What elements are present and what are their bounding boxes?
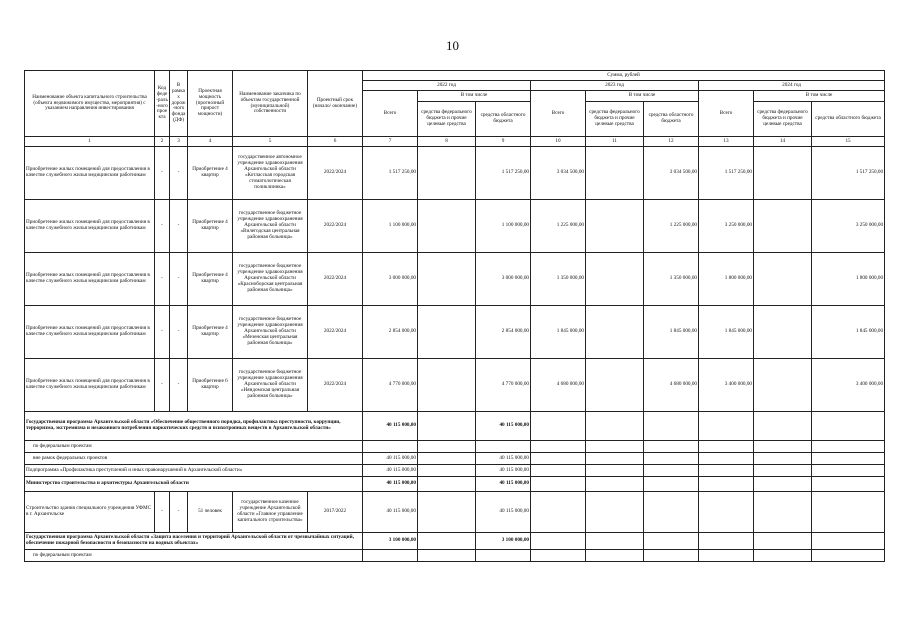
amount-v11 [586,550,644,562]
table-row [25,306,885,359]
amount-v9: 40 115 000,00 [476,492,531,533]
federal-project-code: - [155,492,170,533]
column-numbers-row [25,137,885,147]
amount-v12 [644,453,699,465]
road-fund: - [170,492,188,533]
amount-v10 [531,412,586,441]
amount-v9: 40 115 000,00 [476,477,531,492]
amount-v8 [418,359,476,412]
header-total-2023: Всего [531,91,586,137]
column-number: 9 [476,137,531,147]
amount-v11 [586,492,644,533]
column-number: 3 [170,137,188,147]
amount-v14 [754,147,812,200]
column-number: 12 [644,137,699,147]
amount-v7: 3 000 000,00 [363,253,418,306]
amount-v7: 40 115 000,00 [363,477,418,492]
term: 2022/2024 [308,200,363,253]
amount-v9: 3 100 000,00 [476,533,531,550]
table-row [25,359,885,412]
amount-v12: 1 225 000,00 [644,200,699,253]
term: 2022/2024 [308,147,363,200]
amount-v13: 1 800 000,00 [699,253,754,306]
header-road-fund: В рамках дорож-ного фонда (ДФ) [170,71,188,137]
amount-v13 [699,453,754,465]
table-row [25,412,885,441]
header-in-that-2022: В том числе [418,91,531,102]
amount-v7: 1 517 250,00 [363,147,418,200]
capacity: Приобретение 6 квартир [188,359,233,412]
road-fund: - [170,306,188,359]
amount-v11 [586,465,644,477]
amount-v14 [754,453,812,465]
page-number: 10 [446,38,459,53]
header-regional-2022: средства областного бюджета [476,102,531,137]
capacity: Приобретение 4 квартир [188,306,233,359]
amount-v11 [586,306,644,359]
column-number: 7 [363,137,418,147]
amount-v8 [418,200,476,253]
customer: государственное бюджетное учреждение здравоохранения Архангельской области «Вилегодская центральная районная больница» [233,200,308,253]
table-row [25,550,885,562]
amount-v7: 1 100 000,00 [363,200,418,253]
amount-v8 [418,253,476,306]
amount-v10 [531,453,586,465]
amount-v8 [418,147,476,200]
amount-v12 [644,477,699,492]
amount-v15 [812,441,885,453]
capacity: 51 человек [188,492,233,533]
amount-v11 [586,412,644,441]
amount-v14 [754,477,812,492]
table-row [25,477,885,492]
amount-v8 [418,465,476,477]
amount-v13: 3 400 000,00 [699,359,754,412]
amount-v7: 40 115 000,00 [363,453,418,465]
table-row [25,492,885,533]
object-name: Приобретение жилых помещений для предоставления в качестве служебного жилья медицинским работникам [25,306,155,359]
amount-v15: 1 845 000,00 [812,306,885,359]
header-regional-2024: средства областного бюджета [812,102,885,137]
header-regional-2023: средства областного бюджета [644,102,699,137]
table-body [25,147,885,562]
column-number: 1 [25,137,155,147]
section-name: по федеральным проектам [25,550,363,562]
amount-v13 [699,550,754,562]
amount-v15: 1 800 000,00 [812,253,885,306]
table-row [25,453,885,465]
amount-v13 [699,492,754,533]
road-fund: - [170,253,188,306]
amount-v10 [531,477,586,492]
amount-v9: 40 115 000,00 [476,465,531,477]
amount-v9 [476,441,531,453]
amount-v13: 3 250 000,00 [699,200,754,253]
federal-project-code: - [155,147,170,200]
amount-v14 [754,200,812,253]
amount-v12 [644,465,699,477]
header-in-that-2024: В том числе [754,91,885,102]
amount-v12: 1 350 000,00 [644,253,699,306]
amount-v8 [418,453,476,465]
column-number: 11 [586,137,644,147]
amount-v12: 3 034 500,00 [644,147,699,200]
amount-v12 [644,441,699,453]
column-number: 2 [155,137,170,147]
amount-v8 [418,441,476,453]
header-total-2024: Всего [699,91,754,137]
amount-v14 [754,533,812,550]
amount-v11 [586,253,644,306]
column-number: 8 [418,137,476,147]
header-federal-project-code: Код феде-раль-ного проекта [155,71,170,137]
term: 2017/2022 [308,492,363,533]
header-term: Проектный срок (начало/ окончание) [308,71,363,137]
amount-v11 [586,453,644,465]
section-name: вне рамок федеральных проектов [25,453,363,465]
object-name: Приобретение жилых помещений для предоставления в качестве служебного жилья медицинским работникам [25,200,155,253]
amount-v10: 1 845 000,00 [531,306,586,359]
amount-v8 [418,533,476,550]
header-in-that-2023: В том числе [586,91,699,102]
section-name: Государственная программа Архангельской области «Защита населения и территорий Архангельской области от чрезвычайных ситуаций, обеспечение пожарной безопасности и безопасности на водных объектах» [25,533,363,550]
amount-v7: 2 854 000,00 [363,306,418,359]
amount-v14 [754,492,812,533]
customer: государственное бюджетное учреждение здравоохранения Архангельской области «Няндомская центральная районная больница» [233,359,308,412]
table-row [25,533,885,550]
amount-v10 [531,492,586,533]
amount-v10: 4 680 000,00 [531,359,586,412]
amount-v9 [476,550,531,562]
table-row [25,253,885,306]
amount-v9: 40 115 000,00 [476,412,531,441]
amount-v12 [644,533,699,550]
capacity: Приобретение 4 квартир [188,147,233,200]
road-fund: - [170,359,188,412]
table-row [25,147,885,200]
amount-v9: 1 100 000,00 [476,200,531,253]
column-number: 5 [233,137,308,147]
section-name: Министерство строительства и архитектуры Архангельской области [25,477,363,492]
column-number: 15 [812,137,885,147]
amount-v15 [812,533,885,550]
federal-project-code: - [155,359,170,412]
federal-project-code: - [155,200,170,253]
section-name: по федеральным проектам [25,441,363,453]
amount-v13 [699,441,754,453]
amount-v9: 1 517 250,00 [476,147,531,200]
investment-table [24,70,885,562]
amount-v9: 2 854 000,00 [476,306,531,359]
header-federal-2022: средства федерального бюджета и прочие целевые средства [418,102,476,137]
customer: государственное казенное учреждение Архангельской области «Главное управление капитального строительства» [233,492,308,533]
amount-v10: 3 034 500,00 [531,147,586,200]
amount-v7: 4 770 000,00 [363,359,418,412]
header-federal-2024: средства федерального бюджета и прочие целевые средства [754,102,812,137]
header-year-2024: 2024 год [699,81,885,91]
header-capacity: Проектная мощность (прогнозный прирост мощности) [188,71,233,137]
customer: государственное бюджетное учреждение здравоохранения Архангельской области «Красноборская центральная районная больница» [233,253,308,306]
amount-v12 [644,412,699,441]
amount-v7: 40 115 000,00 [363,492,418,533]
amount-v10: 1 350 000,00 [531,253,586,306]
amount-v12: 4 680 000,00 [644,359,699,412]
amount-v7 [363,550,418,562]
header-year-2022: 2022 год [363,81,531,91]
header-sum: Сумма, рублей [363,71,885,81]
amount-v14 [754,306,812,359]
amount-v13 [699,465,754,477]
object-name: Приобретение жилых помещений для предоставления в качестве служебного жилья медицинским работникам [25,253,155,306]
term: 2022/2024 [308,253,363,306]
amount-v8 [418,550,476,562]
amount-v15 [812,465,885,477]
amount-v10 [531,550,586,562]
amount-v7: 3 100 000,00 [363,533,418,550]
amount-v9: 4 770 000,00 [476,359,531,412]
amount-v15 [812,412,885,441]
amount-v11 [586,147,644,200]
amount-v14 [754,550,812,562]
amount-v13 [699,412,754,441]
amount-v11 [586,200,644,253]
road-fund: - [170,200,188,253]
header-year-2023: 2023 год [531,81,699,91]
amount-v7: 40 115 000,00 [363,465,418,477]
customer: государственное автономное учреждение здравоохранения Архангельской области «Котласская городская стоматологическая поликлиника» [233,147,308,200]
amount-v8 [418,412,476,441]
term: 2022/2024 [308,359,363,412]
table-row [25,441,885,453]
amount-v15: 3 250 000,00 [812,200,885,253]
customer: государственное бюджетное учреждение здравоохранения Архангельской области «Мезенская центральная районная больница» [233,306,308,359]
amount-v11 [586,359,644,412]
object-name: Приобретение жилых помещений для предоставления в качестве служебного жилья медицинским работникам [25,147,155,200]
amount-v12: 1 845 000,00 [644,306,699,359]
header-federal-2023: средства федерального бюджета и прочие целевые средства [586,102,644,137]
amount-v13 [699,477,754,492]
section-name: Государственная программа Архангельской области «Обеспечение общественного порядка, профилактика преступности, коррупции, терроризма, экстремизма и незаконного потребления наркотических средств и психотропных веществ в Архангельской области» [25,412,363,441]
amount-v9: 3 000 000,00 [476,253,531,306]
amount-v10 [531,465,586,477]
header-object-name: Наименование объекта капитального строительства (объекта недвижимого имущества, мероприятия) с указанием направления инвестирования [25,71,155,137]
amount-v15 [812,477,885,492]
amount-v11 [586,477,644,492]
column-number: 10 [531,137,586,147]
capacity: Приобретение 4 квартир [188,200,233,253]
header-total-2022: Всего [363,91,418,137]
column-number: 4 [188,137,233,147]
amount-v15 [812,550,885,562]
amount-v7: 40 115 000,00 [363,412,418,441]
amount-v14 [754,412,812,441]
amount-v13: 1 845 000,00 [699,306,754,359]
column-number: 6 [308,137,363,147]
federal-project-code: - [155,306,170,359]
table-row [25,200,885,253]
object-name: Приобретение жилых помещений для предоставления в качестве служебного жилья медицинским работникам [25,359,155,412]
amount-v8 [418,306,476,359]
section-name: Подпрограмма «Профилактика преступлений и иных правонарушений в Архангельской области» [25,465,363,477]
amount-v15 [812,453,885,465]
object-name: Строительство здания специального учреждения УФМС в г. Архангельске [25,492,155,533]
amount-v15: 3 400 000,00 [812,359,885,412]
amount-v11 [586,533,644,550]
amount-v8 [418,492,476,533]
header-customer: Наименование заказчика по объектам государственной (муниципальной) собственности [233,71,308,137]
amount-v15 [812,492,885,533]
column-number: 14 [754,137,812,147]
amount-v14 [754,441,812,453]
amount-v14 [754,359,812,412]
term: 2022/2024 [308,306,363,359]
amount-v8 [418,477,476,492]
federal-project-code: - [155,253,170,306]
amount-v15: 1 517 250,00 [812,147,885,200]
table-row [25,465,885,477]
amount-v10 [531,533,586,550]
amount-v14 [754,465,812,477]
amount-v11 [586,441,644,453]
amount-v9: 40 115 000,00 [476,453,531,465]
amount-v12 [644,550,699,562]
amount-v12 [644,492,699,533]
amount-v10: 1 225 000,00 [531,200,586,253]
amount-v13: 1 517 250,00 [699,147,754,200]
capacity: Приобретение 4 квартир [188,253,233,306]
amount-v7 [363,441,418,453]
road-fund: - [170,147,188,200]
amount-v14 [754,253,812,306]
amount-v13 [699,533,754,550]
amount-v10 [531,441,586,453]
column-number: 13 [699,137,754,147]
